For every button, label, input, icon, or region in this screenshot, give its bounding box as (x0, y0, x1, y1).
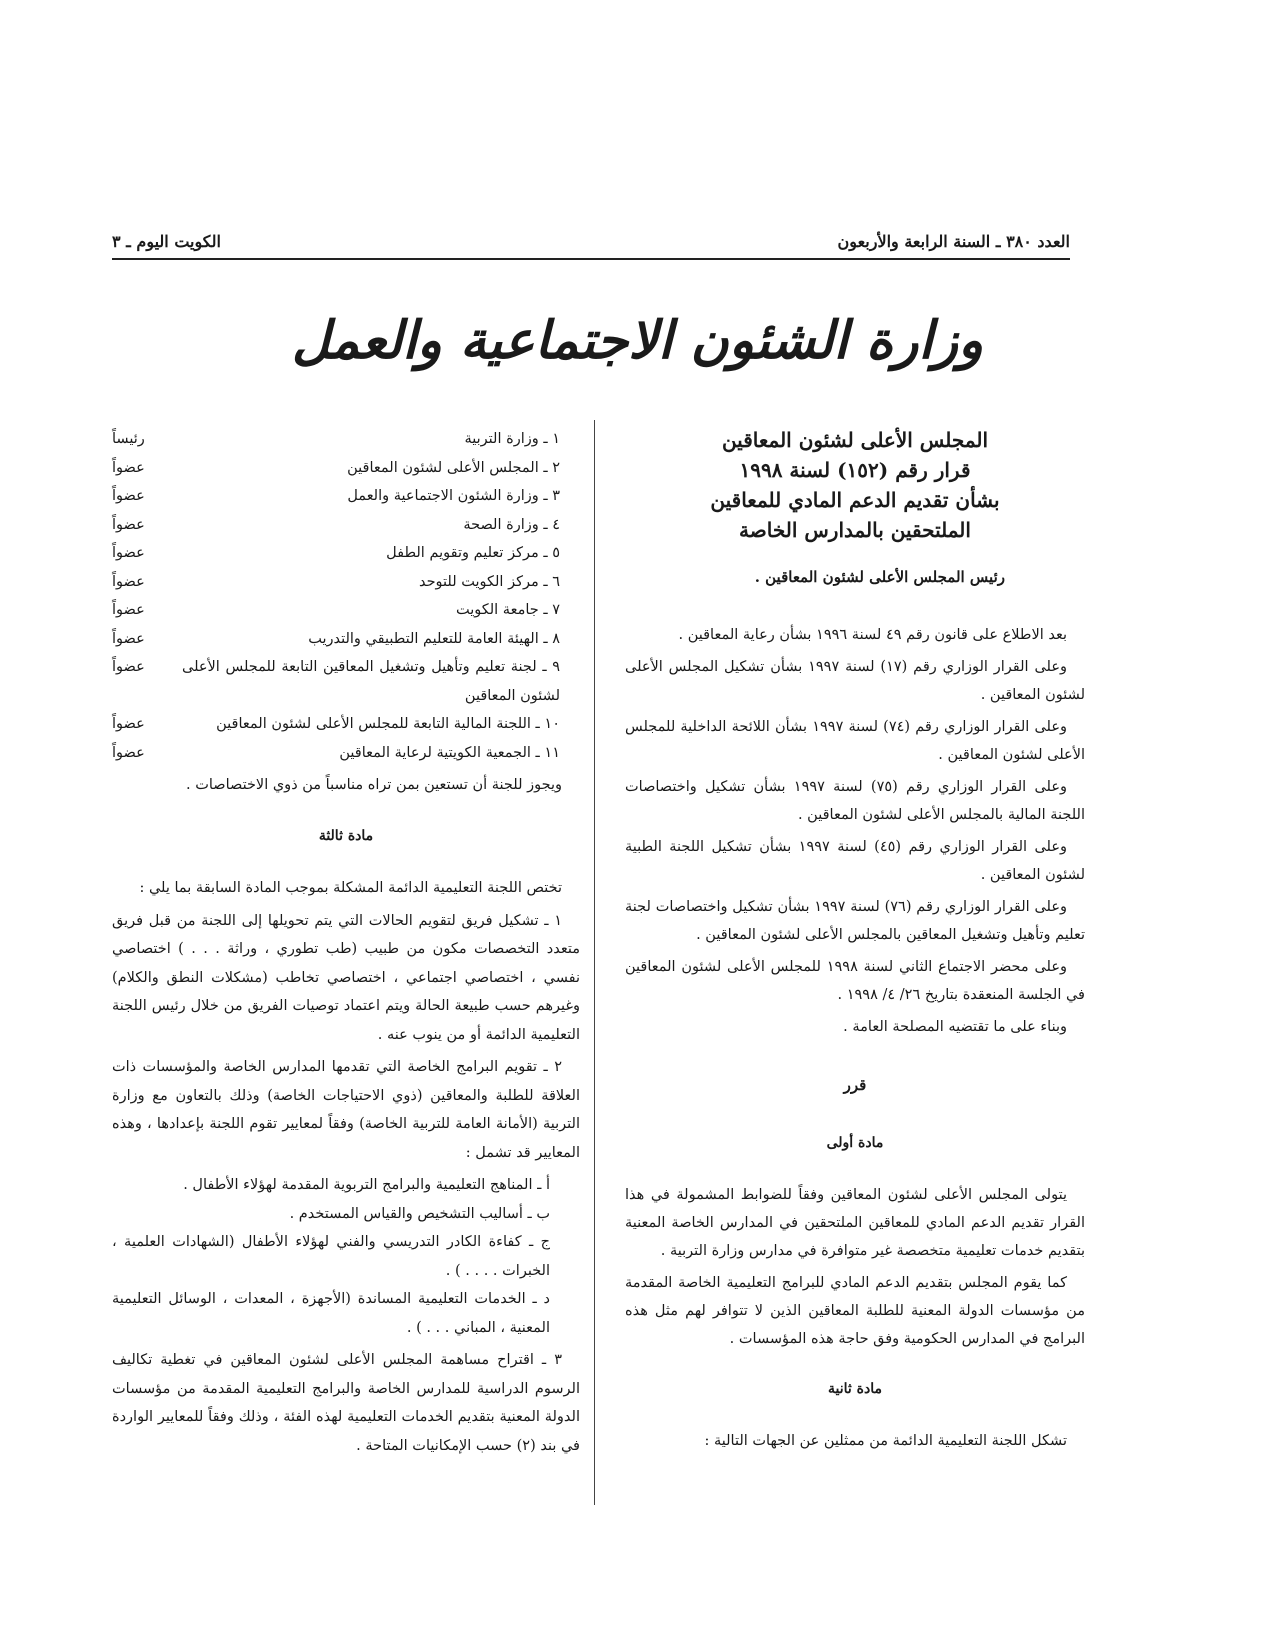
preamble-paragraph: بعد الاطلاع على قانون رقم ٤٩ لسنة ١٩٩٦ بشأن رعاية المعاقين . (678, 627, 1067, 643)
member-item (112, 625, 580, 654)
member-name: ٥ ـ مركز تعليم وتقويم الطفل (386, 545, 560, 561)
member-role: عضواً (112, 659, 145, 675)
preamble-paragraph: وعلى محضر الاجتماع الثاني لسنة ١٩٩٨ للمجلس الأعلى لشئون المعاقين في الجلسة المنعقدة بتاريخ ٢٦/ ٤/ ١٩٩٨ . (625, 959, 1085, 1003)
preamble-paragraph: وعلى القرار الوزاري رقم (٤٥) لسنة ١٩٩٧ بشأن تشكيل اللجنة الطبية لشئون المعاقين . (625, 839, 1085, 883)
preamble-paragraph: وعلى القرار الوزاري رقم (٧٥) لسنة ١٩٩٧ بشأن تشكيل واختصاصات اللجنة المالية بالمجلس الأعلى لشئون المعاقين . (625, 779, 1085, 823)
article-3-subitems (112, 1171, 580, 1342)
article-3-label: مادة ثالثة (318, 827, 374, 844)
member-item (112, 568, 580, 597)
article-3-subitem: د ـ الخدمات التعليمية المساندة (الأجهزة ، المعدات ، الوسائل التعليمية المعنية ، المباني . . . ) . (112, 1291, 550, 1336)
decree-title-line: بشأن تقديم الدعم المادي للمعاقين (710, 488, 1000, 512)
member-item (112, 425, 580, 454)
member-item (112, 482, 580, 511)
running-header (112, 232, 1070, 260)
article-3-subitem: ج ـ كفاءة الكادر التدريسي والفني لهؤلاء الأطفال (الشهادات العلمية ، الخبرات . . . . ) . (112, 1234, 550, 1279)
left-column (112, 425, 580, 1464)
member-item (112, 511, 580, 540)
preamble-paragraph: وعلى القرار الوزاري رقم (٧٦) لسنة ١٩٩٧ بشأن تشكيل واختصاصات لجنة تعليم وتأهيل وتشغيل المعاقين بالمجلس الأعلى لشئون المعاقين . (625, 899, 1085, 943)
member-item (112, 539, 580, 568)
decree-title-line: قرار رقم (١٥٢) لسنة ١٩٩٨ (739, 458, 971, 482)
member-role: رئيساً (112, 431, 145, 447)
member-item (112, 710, 580, 739)
member-item (112, 596, 580, 625)
member-name: ٧ ـ جامعة الكويت (455, 602, 560, 618)
ministry-title: وزارة الشئون الاجتماعية والعمل (291, 310, 984, 371)
member-role: عضواً (112, 630, 145, 647)
member-role: عضواً (112, 545, 145, 561)
article-3-item: ٢ ـ تقويم البرامج الخاصة التي تقدمها المدارس الخاصة والمؤسسات ذات العلاقة للطلبة والمعاقين (ذوي الاحتياجات الخاصة) وذلك بالتعاون مع وزارة التربية (الأمانة العامة للتربية الخاصة) وفقاً لمعايير تقوم اللجنة بإعدادها ، وهذه المعايير قد تشمل : (112, 1059, 580, 1161)
member-name: ١ ـ وزارة التربية (464, 431, 560, 447)
member-role: عضواً (112, 602, 145, 618)
column-divider (594, 420, 595, 1505)
member-name: ٤ ـ وزارة الصحة (463, 516, 560, 533)
member-role: عضواً (112, 716, 145, 732)
committee-members-list (112, 425, 580, 767)
member-role: عضواً (112, 488, 145, 504)
article-1-paragraph: يتولى المجلس الأعلى لشئون المعاقين وفقاً للضوابط المشمولة في هذا القرار تقديم الدعم المادي للمعاقين الملتحقين في المدارس الخاصة المعنية بتقديم خدمات تعليمية متخصصة غير متوافرة في مدارس وزارة التربية . (625, 1187, 1085, 1259)
member-item (112, 454, 580, 483)
president-line: رئيس المجلس الأعلى لشئون المعاقين . (754, 568, 1005, 586)
right-column (625, 425, 1085, 1459)
member-item (112, 653, 580, 710)
member-name: ١١ ـ الجمعية الكويتية لرعاية المعاقين (339, 744, 560, 761)
article-3-intro: تختص اللجنة التعليمية الدائمة المشكلة بموجب المادة السابقة بما يلي : (139, 880, 562, 896)
member-name: ١٠ ـ اللجنة المالية التابعة للمجلس الأعلى لشئون المعاقين (216, 716, 560, 732)
article-2-closing: ويجوز للجنة أن تستعين بمن تراه مناسباً من ذوي الاختصاصات . (186, 777, 562, 793)
article-1-paragraph: كما يقوم المجلس بتقديم الدعم المادي للبرامج التعليمية الخاصة المقدمة من مؤسسات الدولة المعنية للطلبة المعاقين الذين لا تتوافر لهم مثل هذه البرامج في المدارس الحكومية وفق حاجة هذه المؤسسات . (625, 1275, 1085, 1347)
decree-title (625, 425, 1085, 545)
preamble-paragraph: وعلى القرار الوزاري رقم (٧٤) لسنة ١٩٩٧ بشأن اللائحة الداخلية للمجلس الأعلى لشئون المعاقين . (625, 719, 1085, 763)
preamble-paragraph: وعلى القرار الوزاري رقم (١٧) لسنة ١٩٩٧ بشأن تشكيل المجلس الأعلى لشئون المعاقين . (625, 659, 1085, 703)
member-name: ٣ ـ وزارة الشئون الاجتماعية والعمل (347, 488, 560, 504)
publication-name: الكويت اليوم ـ ٣ (112, 232, 221, 251)
member-role: عضواً (112, 744, 145, 761)
member-role: عضواً (112, 573, 145, 590)
article-2-label: مادة ثانية (828, 1381, 882, 1397)
member-name: ٩ ـ لجنة تعليم وتأهيل وتشغيل المعاقين التابعة للمجلس الأعلى لشئون المعاقين (182, 659, 560, 704)
decree-title-line: المجلس الأعلى لشئون المعاقين (721, 428, 989, 452)
article-3-subitem: ب ـ أساليب التشخيص والقياس المستخدم . (289, 1205, 550, 1222)
article-3-item: ٣ ـ اقتراح مساهمة المجلس الأعلى لشئون المعاقين في تغطية تكاليف الرسوم الدراسية للمدارس الخاصة والبرامج التعليمية المقدمة من مؤسسات الدولة المعنية بتقديم الخدمات التعليمية لهذه الفئة ، وذلك وفقاً للمعايير الواردة في بند (٢) حسب الإمكانيات المتاحة . (112, 1352, 580, 1454)
decree-title-line: الملتحقين بالمدارس الخاصة (739, 518, 971, 542)
preamble-paragraph: وبناء على ما تقتضيه المصلحة العامة . (843, 1019, 1067, 1035)
member-item (112, 739, 580, 768)
article-1-label: مادة أولى (826, 1135, 884, 1151)
article-2-intro: تشكل اللجنة التعليمية الدائمة من ممثلين عن الجهات التالية : (704, 1433, 1067, 1449)
member-name: ٨ ـ الهيئة العامة للتعليم التطبيقي والتدريب (308, 630, 560, 647)
member-role: عضواً (112, 459, 145, 476)
article-3-subitem: أ ـ المناهج التعليمية والبرامج التربوية المقدمة لهؤلاء الأطفال . (183, 1177, 550, 1193)
decided-label: قرر (843, 1076, 867, 1094)
article-3-item: ١ ـ تشكيل فريق لتقويم الحالات التي يتم تحويلها إلى اللجنة من قبل فريق متعدد التخصصات مكون من طبيب (طب تطوري ، وراثة . . . ) اختصاصي نفسي ، اختصاصي اجتماعي ، اختصاصي تخاطب (مشكلات النطق والكلام) وغيرهم حسب طبيعة الحالة ويتم اعتماد توصيات الفريق من خلال رئيس اللجنة التعليمية الدائمة أو من ينوب عنه . (112, 912, 580, 1043)
member-name: ٦ ـ مركز الكويت للتوحد (418, 573, 560, 590)
member-role: عضواً (112, 516, 145, 533)
issue-number: العدد ٣٨٠ ـ السنة الرابعة والأربعون (837, 232, 1070, 251)
member-name: ٢ ـ المجلس الأعلى لشئون المعاقين (347, 459, 560, 476)
